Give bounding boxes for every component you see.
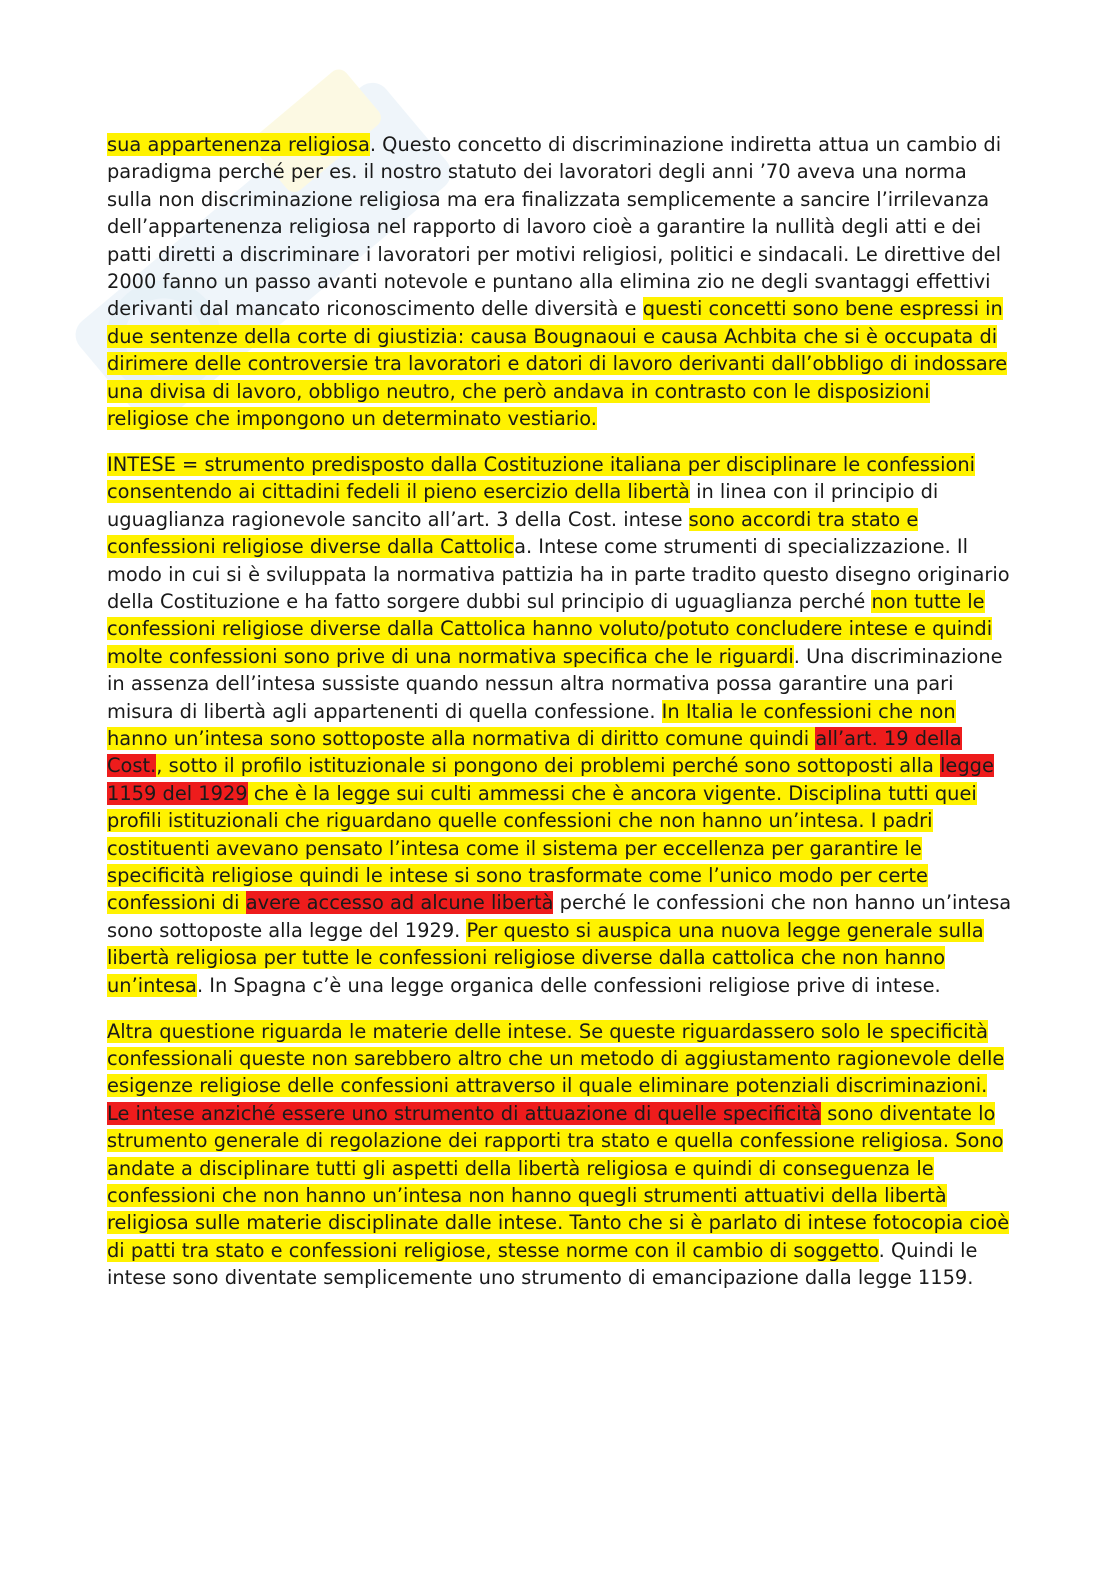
paragraph-2 (107, 451, 1012, 999)
red-highlighted-text: Le intese anziché essere uno strumento di attuazione di quelle specificità (107, 1101, 822, 1125)
highlighted-text: che è la legge sui culti ammessi che è ancora vigente. Disciplina tutti quei profili istituzionali che riguardano quelle confessioni che non hanno un’intesa. I padri costituenti avevano pensato l’intesa come il sistema per eccellenza per garantire le specificità religiose quindi le intese si sono trasformate come l’unico modo per certe confessioni di (107, 781, 977, 915)
highlighted-text: non tutte le confessioni religiose diverse dalla Cattolica hanno voluto/potuto concludere intese e quindi molte confessioni sono prive di una normativa specifica che le riguardi (107, 590, 993, 668)
paragraph-1 (107, 131, 1012, 432)
highlighted-text: questi concetti sono bene espressi in due sentenze della corte di giustizia: causa Bougnaoui e causa Achbita che si è occupata di dirimere delle controversie tra lavoratori e datori di lavoro derivanti dall’obbligo di indossare una divisa di lavoro, obbligo neutro, che però andava in contrasto con le disposizioni religiose che impongono un determinato vestiario. (107, 297, 1008, 431)
body-text: . Questo concetto di discriminazione indiretta attua un cambio di paradigma perché per es. il nostro statuto dei lavoratori degli anni ’70 aveva una norma sulla non discriminazione religiosa ma era finalizzata semplicemente a sancire l’irrilevanza dell’appartenenza religiosa nel rapporto di lavoro cioè a garantire la nullità degli atti e dei patti diretti a discriminare i lavoratori per motivi religiosi, politici e sindacali. Le direttive del 2000 fanno un passo avanti notevole e puntano alla elimina zio ne degli svantaggi effettivi derivanti dal mancato riconoscimento delle diversità e (107, 133, 1002, 321)
document-body (107, 131, 1012, 1310)
highlighted-text: Per questo si auspica una nuova legge generale sulla libertà religiosa per tutte le confessioni religiose diverse dalla cattolica che non hanno un’intesa (107, 918, 984, 997)
highlighted-text: sua appartenenza religiosa (107, 133, 370, 156)
highlighted-text: In Italia le confessioni che non hanno un’intesa sono sottoposte alla normativa di diritto comune quindi (107, 699, 956, 751)
body-text: in linea con il principio di uguaglianza ragionevole sancito all’art. 3 della Cost. intese (107, 480, 939, 531)
paragraph-3 (107, 1018, 1012, 1292)
red-highlighted-text: all’art. 19 della Cost. (107, 727, 962, 778)
body-text: . Quindi le intese sono diventate semplicemente uno strumento di emancipazione dalla legge 1159. (107, 1238, 978, 1290)
highlighted-text: sono diventate lo strumento generale di regolazione dei rapporti tra stato e quella confessione religiosa. Sono andate a disciplinare tutti gli aspetti della libertà religiosa e quindi di conseguenza le confessioni che non hanno un’intesa non hanno quegli strumenti attuativi della libertà religiosa sulle materie disciplinate dalle intese. Tanto che si è parlato di intese fotocopia cioè di patti tra stato e confessioni religiose, stesse norme con il cambio di soggetto (107, 1101, 1010, 1262)
body-text: . Una discriminazione in assenza dell’intesa sussiste quando nessun altra normativa possa garantire una pari misura di libertà agli appartenenti di quella confessione. (107, 644, 1003, 723)
highlighted-text: sono accordi tra stato e confessioni religiose diverse dalla Cattolic (107, 507, 919, 559)
highlighted-text: , sotto il profilo istituzionale si pongono dei problemi perché sono sottoposti alla (156, 754, 941, 778)
red-highlighted-text: avere accesso ad alcune libertà (245, 891, 554, 915)
red-highlighted-text: legge 1159 del 1929 (107, 754, 994, 805)
highlighted-text: INTESE = strumento predisposto dalla Costituzione italiana per disciplinare le confessioni consentendo ai cittadini fedeli il pieno esercizio della libertà (107, 452, 976, 504)
body-text: a. Intese come strumenti di specializzazione. Il modo in cui si è sviluppata la normativa pattizia ha in parte tradito questo disegno originario della Costituzione e ha fatto sorgere dubbi sul principio di uguaglianza perché (107, 535, 1010, 613)
body-text: . In Spagna c’è una legge organica delle confessioni religiose prive di intese. (196, 973, 941, 997)
body-text: perché le confessioni che non hanno un’intesa sono sottoposte alla legge del 1929. (107, 891, 1012, 942)
highlighted-text: Altra questione riguarda le materie delle intese. Se queste riguardassero solo le specificità confessionali queste non sarebbero altro che un metodo di aggiustamento ragionevole delle esigenze religiose delle confessioni attraverso il quale eliminare potenziali discriminazioni. (107, 1019, 1005, 1098)
